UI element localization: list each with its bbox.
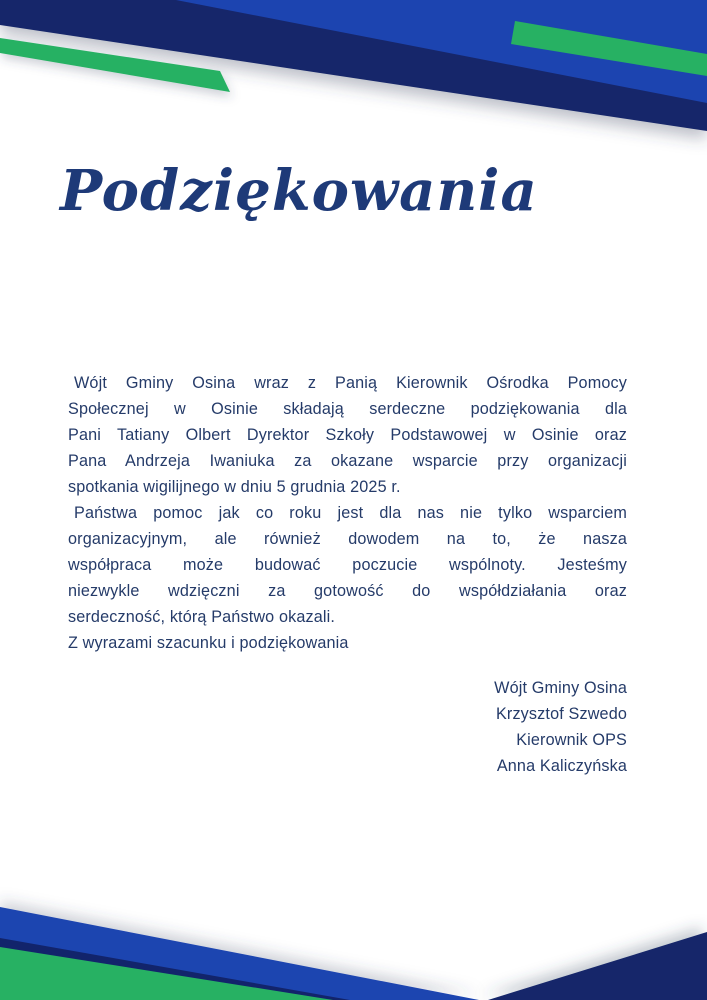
text-line: Pana Andrzeja Iwaniuka za okazane wsparcie przy organizacji	[68, 452, 627, 470]
top-ribbon-decoration	[0, 0, 707, 280]
signature-block	[68, 676, 627, 780]
text-line: Wójt Gminy Osina	[494, 679, 627, 697]
text-line: Z wyrazami szacunku i podziękowania	[68, 634, 349, 652]
text-line: organizacyjnym, ale również dowodem na to, że nasza	[68, 530, 627, 548]
text-line: serdeczność, którą Państwo okazali.	[68, 608, 336, 626]
text-line: Krzysztof Szwedo	[495, 705, 627, 723]
text-line: współpraca może budować poczucie wspólnoty. Jesteśmy	[68, 556, 627, 574]
paragraph-1	[68, 370, 627, 500]
bottom-navy-corner	[488, 932, 707, 1000]
bottom-ribbon-decoration	[0, 810, 707, 1000]
text-line: Państwa pomoc jak co roku jest dla nas nie tylko wsparciem	[74, 504, 627, 522]
text-line: Kierownik OPS	[516, 731, 627, 749]
text-line: niezwykle wdzięczni za gotowość do współdziałania oraz	[68, 582, 627, 600]
text-line: spotkania wigilijnego w dniu 5 grudnia 2025 r.	[68, 478, 401, 496]
text-line: Wójt Gminy Osina wraz z Panią Kierownik Ośrodka Pomocy	[74, 374, 627, 392]
paragraph-2	[68, 500, 627, 630]
closing-line	[68, 630, 627, 656]
text-line: Społecznej w Osinie składają serdeczne podziękowania dla	[68, 400, 627, 418]
text-line: Anna Kaliczyńska	[496, 757, 627, 775]
letter-body	[68, 370, 627, 656]
page-title: Podziękowania	[60, 158, 538, 224]
text-line: Pani Tatiany Olbert Dyrektor Szkoły Podstawowej w Osinie oraz	[68, 426, 627, 444]
